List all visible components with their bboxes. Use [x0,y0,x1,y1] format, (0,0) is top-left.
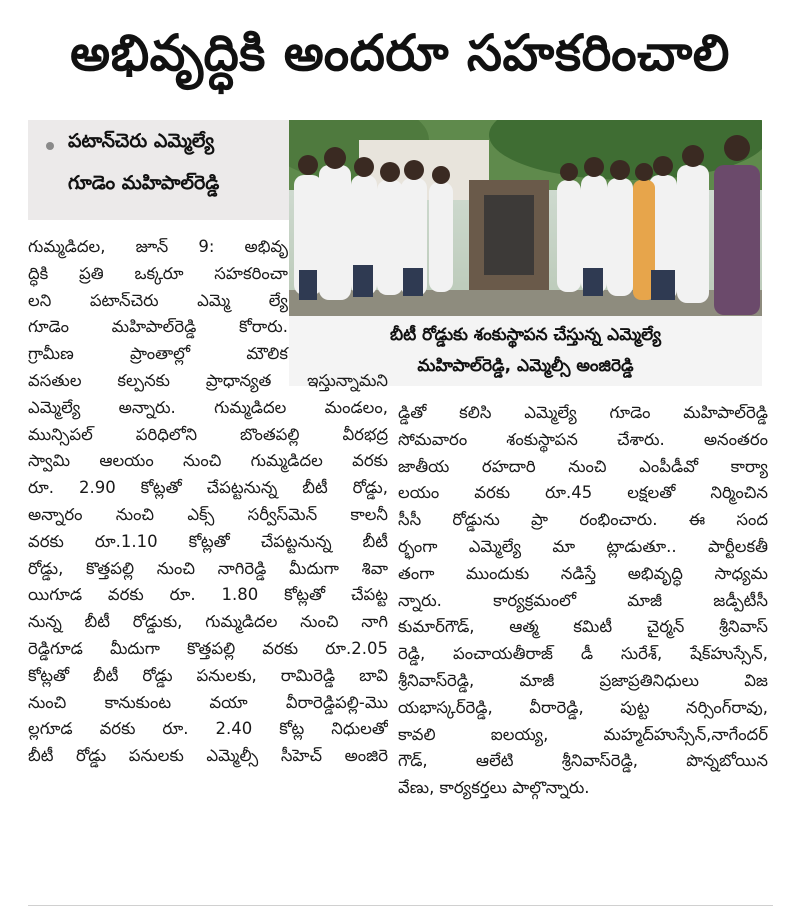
paragraph-line: రెడ్డిగూడ మీదుగా కొత్తపల్లి వరకు రూ.2.05 [28,638,388,658]
paragraph-line: వేణు, కార్యకర్తలు పాల్గొన్నారు. [398,778,590,798]
paragraph-line: తంగా ముందుకు నడిస్తే అభివృద్ధి సాధ్యమ [398,563,768,583]
paragraph-line: వసతుల కల్పనకు ప్రాధాన్యత ఇస్తున్నామని [28,370,388,390]
subheadline-box [28,120,290,220]
subheadline-line-1: పటాన్‌చెరు ఎమ్మెల్యే [68,130,215,152]
paragraph-line: నుంచి కానుకుంట వయా వీరారెడ్డిపల్లి-మొ [28,692,388,712]
subheadline-line-2: గూడెం మహిపాల్‌రెడ్డి [68,172,220,194]
paragraph-line: డ్డితో కలిసి ఎమ్మెల్యే గూడెం మహిపాల్‌రెడ్డి [398,403,768,422]
paragraph-line: గ్రామీణ ప్రాంతాల్లో మౌలిక [28,344,288,364]
paragraph-line: ఎమ్మెల్యే అన్నారు. గుమ్మడిదల మండలం, [28,397,388,417]
paragraph-line: లయం వరకు రూ.45 లక్షలతో నిర్మించిన [398,483,768,503]
paragraph-line: ల్లగూడ వరకు రూ. 2.40 కోట్ల నిధులతో [28,719,388,739]
headline: అభివృద్ధికి అందరూ సహకరించాలి [70,24,730,82]
paragraph-line: శ్రీనివాస్‌రెడ్డి, మాజీ ప్రజాప్రతినిధులు విజ [398,670,768,690]
article-column-1 [28,234,388,770]
bottom-divider [28,905,773,906]
paragraph-line: న్నారు. కార్యక్రమంలో మాజీ జడ్పీటీసీ [398,590,768,610]
paragraph-line: కుమార్‌గౌడ్, ఆత్మ కమిటీ చైర్మన్ శ్రీనివాస్ [398,617,768,637]
paragraph-line: ద్ధికి ప్రతి ఒక్కరూ సహకరించా [28,263,288,283]
bullet-icon [46,142,54,150]
paragraph-line: రూ. 2.90 కోట్లతో చేపట్టనున్న బీటీ రోడ్డు, [28,478,388,498]
paragraph-line: ర్భంగా ఎమ్మెల్యే మా ట్లాడుతూ.. పార్టీలకతీ [398,536,768,556]
paragraph-line: జాతీయ రహదారి నుంచి ఎంపీడీవో కార్యా [398,456,768,476]
paragraph-line: యిగూడ వరకు రూ. 1.80 కోట్లతో చేపట్ట [28,585,388,605]
paragraph-line: బీటీ రోడ్డు పనులకు ఎమ్మెల్సీ సీహెచ్ అంజిరె [28,746,388,766]
article-column-2 [398,400,768,802]
paragraph-line: గుమ్మడిదల, జూన్ 9: అభివృ [28,237,288,256]
paragraph-line: కావలి ఐలయ్య, మహ్మద్‌హుస్సేన్,నాగేందర్ [398,724,768,744]
caption-line-2: మహిపాల్‌రెడ్డి, ఎమ్మెల్సీ అంజిరెడ్డి [417,356,634,376]
paragraph-line: కోట్లతో బీటీ రోడ్డు పనులకు, రామిరెడ్డి బావి [28,665,388,685]
paragraph-line: రెడ్డి, పంచాయతీరాజ్ డీ సురేశ్, షేక్‌హుస్సేన్, [398,644,768,664]
paragraph-line: సోమవారం శంకుస్థాపన చేశారు. అనంతరం [398,429,768,449]
paragraph-line: రోడ్డు, కొత్తపల్లి నుంచి నాగిరెడ్డి మీదుగా శివా [28,558,388,578]
paragraph-line: గౌడ్, ఆలేటి శ్రీనివాస్‌రెడ్డి, పొన్నబోయిన [398,751,768,771]
paragraph-line: లని పటాన్‌చెరు ఎమ్మె ల్యే [28,290,288,310]
paragraph-line: మున్సిపల్ పరిధిలోని బొంతపల్లి వీరభద్ర [28,424,388,444]
paragraph-line: వరకు రూ.1.10 కోట్లతో చేపట్టనున్న బీటీ [28,531,388,551]
paragraph-line: అన్నారం నుంచి ఎక్స్ సర్వీస్‌మెన్ కాలనీ [28,504,388,524]
paragraph-line: సీసీ రోడ్డును ప్రా రంభించారు. ఈ సంద [398,510,768,530]
paragraph-line: యభాస్కర్‌రెడ్డి, వీరారెడ్డి, పుట్ట నర్సింగ్‌రావు, [398,697,768,717]
paragraph-line: గూడెం మహిపాల్‌రెడ్డి కోరారు. [28,317,288,337]
paragraph-line: స్వామి ఆలయం నుంచి గుమ్మడిదల వరకు [28,451,388,471]
paragraph-line: నున్న బీటీ రోడ్డుకు, గుమ్మడిదల నుంచి నాగి [28,612,388,632]
caption-line-1: బీటీ రోడ్డుకు శంకుస్థాపన చేస్తున్న ఎమ్మెల్యే [389,325,662,345]
